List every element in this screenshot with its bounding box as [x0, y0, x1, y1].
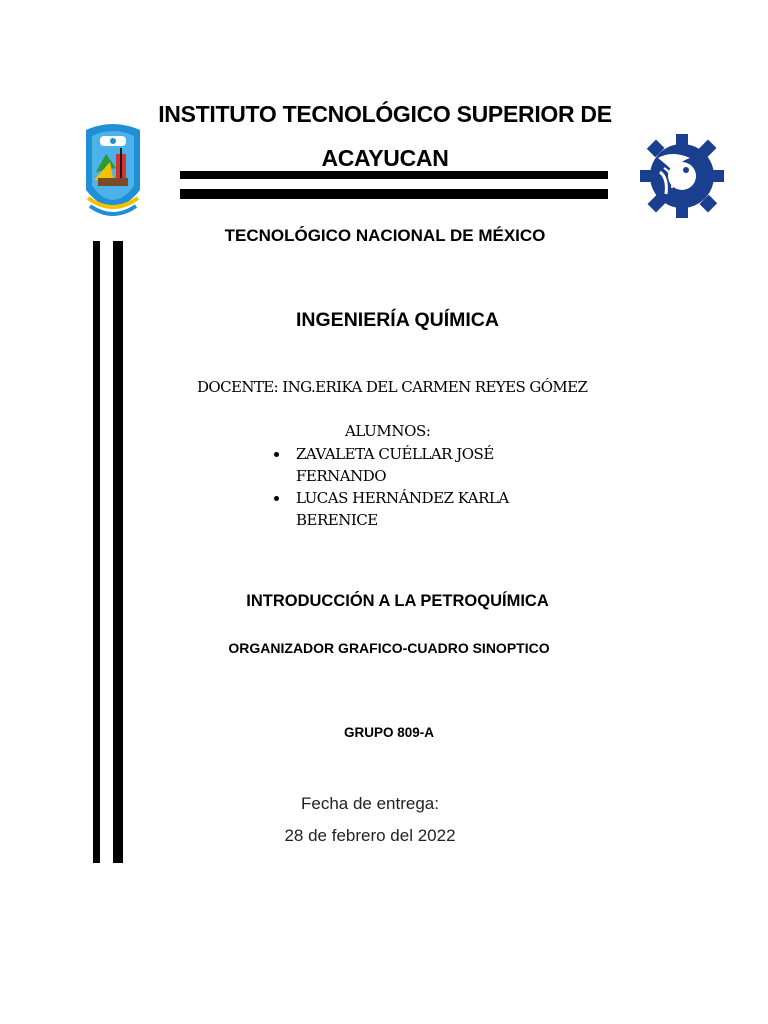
teacher-line: DOCENTE: ING.ERIKA DEL CARMEN REYES GÓMEZ [197, 378, 588, 396]
due-date-label: Fecha de entrega: [301, 794, 439, 813]
activity-heading: ORGANIZADOR GRAFICO-CUADRO SINOPTICO [228, 640, 550, 656]
due-date-value: 28 de febrero del 2022 [284, 826, 456, 845]
student-item: LUCAS HERNÁNDEZ KARLA BERENICE [272, 487, 522, 531]
career-heading: INGENIERÍA QUÍMICA [296, 309, 499, 331]
subject-heading: INTRODUCCIÓN A LA PETROQUÍMICA [246, 592, 549, 610]
tecnm-gear-icon [638, 128, 726, 224]
institute-title-line2: ACAYUCAN [321, 145, 449, 171]
institute-title [150, 92, 620, 180]
group-label: GRUPO 809-A [343, 725, 435, 740]
institute-crest-icon [80, 120, 146, 222]
student-item: ZAVALETA CUÉLLAR JOSÉ FERNANDO [272, 443, 522, 487]
header-rule-top [180, 171, 608, 179]
left-vertical-bar [93, 241, 100, 863]
students-title: ALUMNOS: [345, 422, 431, 440]
tecnm-heading: TECNOLÓGICO NACIONAL DE MÉXICO [224, 226, 546, 245]
header-rule-bottom [180, 189, 608, 199]
institute-title-line1: INSTITUTO TECNOLÓGICO SUPERIOR DE [158, 101, 612, 127]
right-vertical-bar [113, 241, 123, 863]
students-list [272, 443, 522, 531]
